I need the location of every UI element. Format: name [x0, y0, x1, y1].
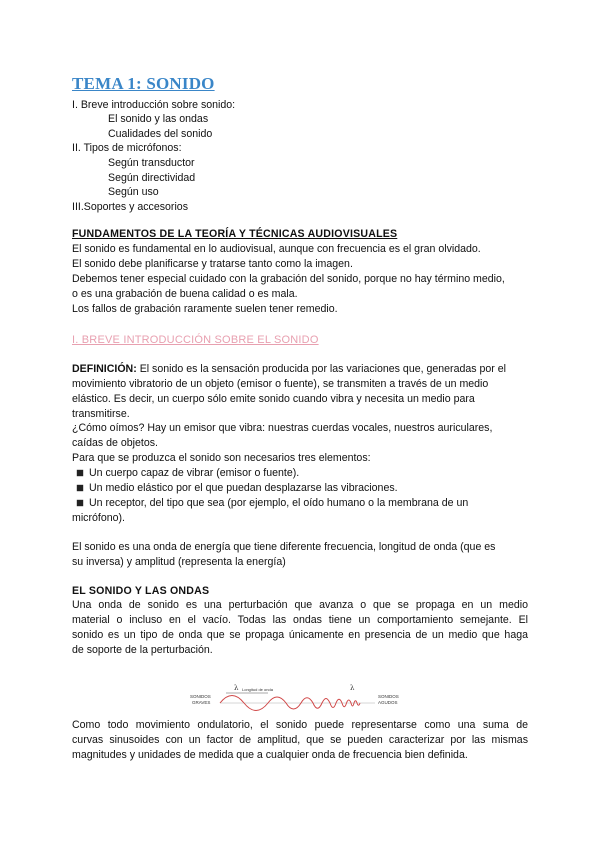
- figure-right-label-1: SONIDOS: [378, 694, 399, 699]
- toc-subitem: Según transductor: [108, 157, 195, 169]
- toc-subitem: Según directividad: [108, 172, 196, 184]
- justified-line: Como todo movimiento ondulatorio, el sonido puede representarse como una suma de: [72, 719, 528, 731]
- bullet-item: Un cuerpo capaz de vibrar (emisor o fuente).: [89, 467, 300, 479]
- paragraph-line: caídas de objetos.: [72, 437, 158, 449]
- bullet-square-icon: [77, 470, 83, 476]
- section-heading-ondas: EL SONIDO Y LAS ONDAS: [72, 585, 210, 597]
- paragraph-line: movimiento vibratorio de un objeto (emisor o fuente), se transmiten a través de un medio: [72, 378, 489, 390]
- paragraph-line: transmitirse.: [72, 408, 130, 420]
- toc-item: II. Tipos de micrófonos:: [72, 142, 182, 154]
- paragraph-line: El sonido debe planificarse y tratarse tanto como la imagen.: [72, 258, 353, 270]
- paragraph-line: Debemos tener especial cuidado con la grabación del sonido, porque no hay término medio,: [72, 273, 505, 285]
- definition-line: [72, 362, 506, 377]
- paragraph-line: su inversa) y amplitud (representa la energía): [72, 556, 286, 568]
- paragraph-line: Para que se produzca el sonido son necesarios tres elementos:: [72, 452, 371, 464]
- page-title: TEMA 1: SONIDO: [72, 74, 215, 93]
- figure-right-label-2: AGUDOS: [378, 700, 398, 705]
- definition-text: El sonido es la sensación producida por las variaciones que, generadas por el: [136, 363, 506, 375]
- paragraph-line: elástico. Es decir, un cuerpo sólo emite sonido cuando vibra y necesita un medio para: [72, 393, 475, 405]
- toc-subitem: Cualidades del sonido: [108, 128, 213, 140]
- figure-lambda-right: λ: [350, 684, 355, 692]
- definition-label: DEFINICIÓN:: [72, 363, 137, 375]
- figure-left-label-2: GRAVES: [192, 700, 211, 705]
- toc-item: III.Soportes y accesorios: [72, 201, 188, 213]
- justified-line: sonido es un tipo de onda que se propaga únicamente en presencia de un medio que haga: [72, 629, 528, 641]
- paragraph-line: o es una grabación de buena calidad o es mala.: [72, 288, 298, 300]
- bullet-item: Un receptor, del tipo que sea (por ejemplo, el oído humano o la membrana de un: [89, 497, 469, 509]
- bullet-continuation: micrófono).: [72, 512, 125, 524]
- bullet-square-icon: [77, 485, 83, 491]
- justified-line: curvas sinusoides con un factor de amplitud, que se pueden caracterizar por las mismas: [72, 734, 528, 746]
- justified-line: material o incluso en el vacío. Todas las ondas tiene un comportamiento semejante. El: [72, 614, 528, 626]
- figure-wavelength-label: Longitud de onda: [242, 687, 273, 692]
- toc-subitem: El sonido y las ondas: [108, 113, 209, 125]
- section-heading-fundamentos: FUNDAMENTOS DE LA TEORÍA Y TÉCNICAS AUDIOVISUALES: [72, 228, 398, 240]
- paragraph-line: de soporte de la perturbación.: [72, 644, 213, 656]
- bullet-square-icon: [77, 500, 83, 506]
- toc-subitem: Según uso: [108, 186, 159, 198]
- paragraph-line: magnitudes y unidades de medida que a cualquier onda de frecuencia bien definida.: [72, 749, 468, 761]
- paragraph-line: Los fallos de grabación raramente suelen tener remedio.: [72, 303, 338, 315]
- justified-line: Una onda de sonido es una perturbación que avanza o que se propaga en un medio: [72, 599, 528, 611]
- paragraph-line: El sonido es una onda de energía que tiene diferente frecuencia, longitud de onda (que es: [72, 541, 496, 553]
- toc-item: I. Breve introducción sobre sonido:: [72, 99, 236, 111]
- figure-lambda-left: λ: [234, 684, 239, 692]
- sound-wave-figure: [190, 683, 420, 719]
- figure-left-label-1: SONIDOS: [190, 694, 211, 699]
- bullet-item: Un medio elástico por el que puedan desplazarse las vibraciones.: [89, 482, 398, 494]
- section-heading-intro: I. BREVE INTRODUCCIÓN SOBRE EL SONIDO: [72, 334, 319, 346]
- paragraph-line: El sonido es fundamental en lo audiovisual, aunque con frecuencia es el gran olvidado.: [72, 243, 481, 255]
- paragraph-line: ¿Cómo oímos? Hay un emisor que vibra: nuestras cuerdas vocales, nuestros auriculares,: [72, 422, 493, 434]
